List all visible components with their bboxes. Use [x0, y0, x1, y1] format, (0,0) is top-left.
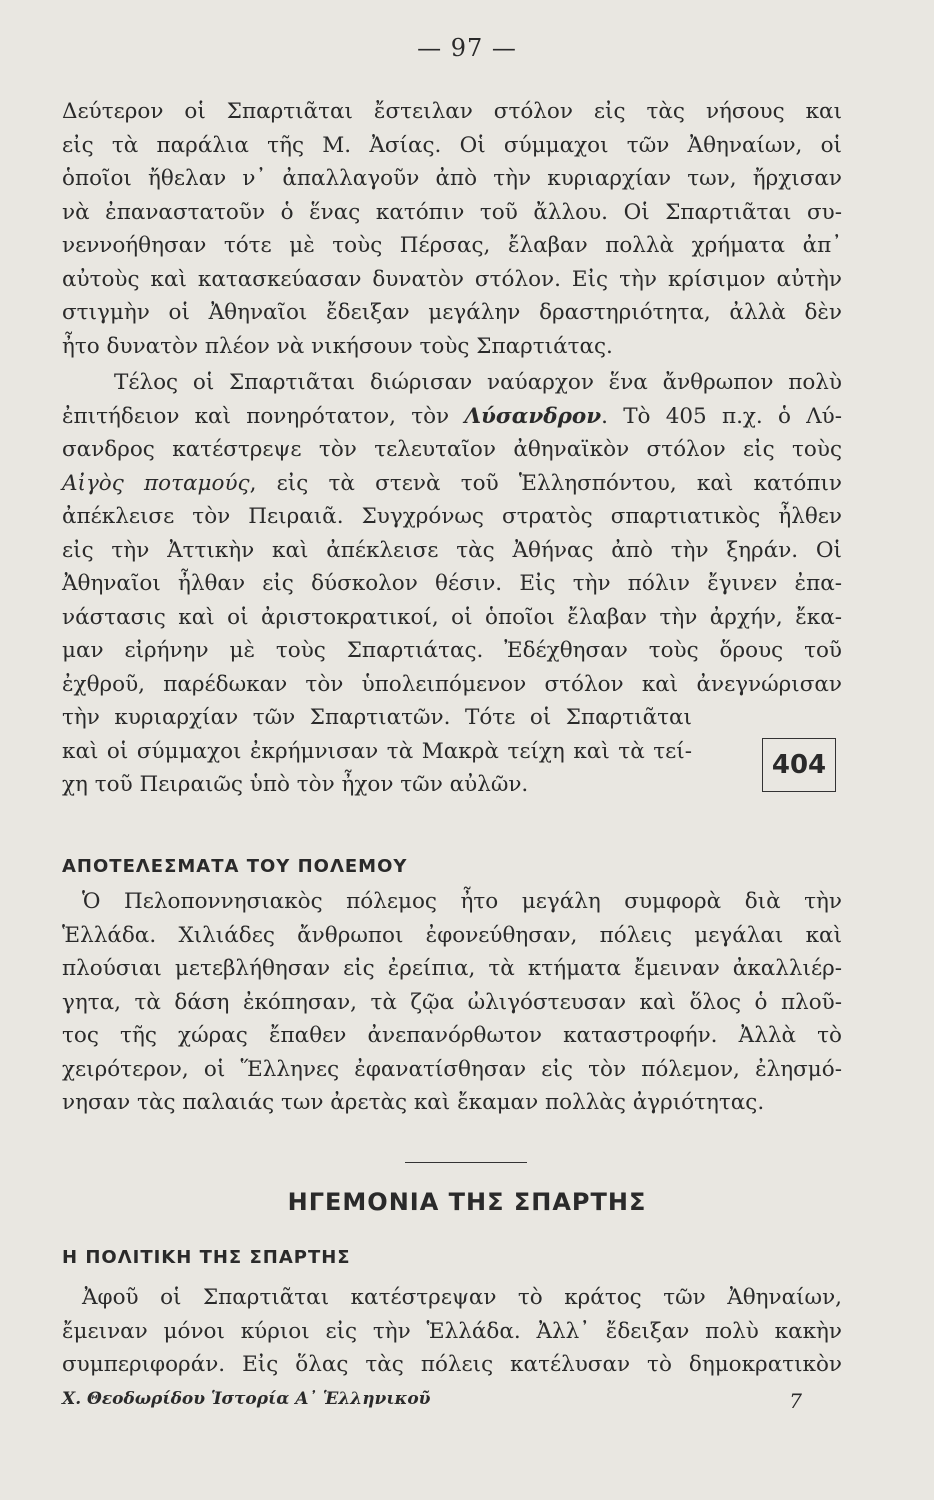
paragraph-3 — [62, 885, 842, 1120]
text-line: ὁποῖοι ἤθελαν ν᾽ ἀπαλλαγοῦν ἀπὸ τὴν κυριαρχίαν των, ἤρχισαν — [62, 166, 842, 191]
text-line: σανδρος κατέστρεψε τὸν τελευταῖον ἀθηναϊκὸν στόλον εἰς τοὺς — [62, 437, 842, 462]
italic-place-name: Αἰγὸς ποταμούς — [62, 470, 250, 496]
text-line: Δεύτερον οἱ Σπαρτιᾶται ἔστειλαν στόλον εἰς τὰς νήσους και — [62, 99, 842, 124]
text-line: πλούσιαι μετεβλήθησαν εἰς ἐρείπια, τὰ κτήματα ἔμειναν ἀκαλλιέρ- — [62, 956, 842, 981]
text-line: μαν εἰρήνην μὲ τοὺς Σπαρτιάτας. Ἐδέχθησαν τοὺς ὅρους τοῦ — [62, 638, 842, 663]
emphasized-name: Λύσανδρον — [464, 403, 602, 429]
divider-rule — [405, 1162, 527, 1163]
page-footer — [62, 1389, 832, 1413]
text-line: καὶ οἱ σύμμαχοι ἐκρήμνισαν τὰ Μακρὰ τείχη καὶ τὰ τεί- — [62, 738, 692, 764]
text-line: ἔμειναν μόνοι κύριοι εἰς τὴν Ἑλλάδα. Ἀλλ᾽ ἔδειξαν πολὺ κακὴν — [62, 1318, 842, 1344]
text-line: αὐτοὺς καὶ κατασκεύασαν δυνατὸν στόλον. Εἰς τὴν κρίσιμον αὐτὴν — [62, 266, 842, 292]
paragraph-4 — [62, 1281, 842, 1382]
footer-sheet-number: 7 — [789, 1389, 802, 1413]
text-line: ἐχθροῦ, παρέδωκαν τὸν ὑπολειπόμενον στόλον καὶ ἀνεγνώρισαν — [62, 671, 842, 697]
text-line: τὴν κυριαρχίαν τῶν Σπαρτιατῶν. Τότε οἱ Σπαρτιᾶται — [62, 705, 692, 730]
date-marginal-box: 404 — [762, 738, 836, 792]
text-line: νεννοήθησαν τότε μὲ τοὺς Πέρσας, ἔλαβαν πολλὰ χρήματα ἀπ᾽ — [62, 233, 842, 258]
text-line: Ἑλλάδα. Χιλιάδες ἄνθρωποι ἐφονεύθησαν, πόλεις μεγάλαι καὶ — [62, 922, 842, 948]
text-line — [62, 467, 842, 501]
text-line: Τέλος οἱ Σπαρτιᾶται διώρισαν ναύαρχον ἕνα ἄνθρωπον πολὺ — [114, 370, 842, 395]
text-line: εἰς τὴν Ἀττικὴν καὶ ἀπέκλεισε τὰς Ἀθήνας ἀπὸ τὴν ξηράν. Οἱ — [62, 537, 842, 563]
paragraph-2 — [62, 366, 842, 802]
text-span: , εἰς τὰ στενὰ τοῦ Ἑλλησπόντου, καὶ κατόπιν — [249, 470, 842, 496]
text-line: ἀπέκλεισε τὸν Πειραιᾶ. Συγχρόνως στρατὸς σπαρτιατικὸς ἦλθεν — [62, 504, 842, 529]
text-line: Ἀφοῦ οἱ Σπαρτιᾶται κατέστρεψαν τὸ κράτος τῶν Ἀθηναίων, — [82, 1285, 842, 1310]
footer-book-title: Χ. Θεοδωρίδου Ἱστορία Α᾽ Ἑλληνικοῦ — [62, 1389, 431, 1409]
text-line: νάστασις καὶ οἱ ἀριστοκρατικοί, οἱ ὁποῖοι ἔλαβαν τὴν ἀρχήν, ἔκα- — [62, 604, 842, 630]
text-line: νησαν τὰς παλαιάς των ἀρετὰς καὶ ἔκαμαν πολλὰς ἀγριότητας. — [62, 1090, 765, 1115]
text-line: τος τῆς χώρας ἔπαθεν ἀνεπανόρθωτον καταστροφήν. Ἀλλὰ τὸ — [62, 1023, 842, 1048]
text-line: γητα, τὰ δάση ἐκόπησαν, τὰ ζῷα ὠλιγόστευσαν καὶ ὅλος ὁ πλοῦ- — [62, 989, 842, 1015]
paragraph-1 — [62, 95, 842, 363]
text-span: . Τὸ 405 π.χ. ὁ Λύ- — [601, 403, 843, 429]
text-line: συμπεριφοράν. Εἰς ὅλας τὰς πόλεις κατέλυσαν τὸ δημοκρατικὸν — [62, 1352, 842, 1377]
text-line: Ὁ Πελοποννησιακὸς πόλεμος ἦτο μεγάλη συμφορὰ διὰ τὴν — [82, 889, 842, 914]
text-line: Ἀθηναῖοι ἦλθαν εἰς δύσκολον θέσιν. Εἰς τὴν πόλιν ἔγινεν ἐπα- — [62, 571, 842, 596]
text-line: νὰ ἐπαναστατοῦν ὁ ἕνας κατόπιν τοῦ ἄλλου. Οἱ Σπαρτιᾶται συ- — [62, 199, 842, 225]
section-heading-policy: Η ΠΟΛΙΤΙΚΗ ΤΗΣ ΣΠΑΡΤΗΣ — [62, 1247, 351, 1268]
text-line: στιγμὴν οἱ Ἀθηναῖοι ἔδειξαν μεγάλην δραστηριότητα, ἀλλὰ δὲν — [62, 300, 842, 325]
text-line: εἰς τὰ παράλια τῆς Μ. Ἀσίας. Οἱ σύμμαχοι τῶν Ἀθηναίων, οἱ — [62, 132, 842, 158]
text-span: ἐπιτήδειον καὶ πονηρότατον, τὸν — [62, 403, 465, 429]
section-heading-results: ΑΠΟΤΕΛΕΣΜΑΤΑ ΤΟΥ ΠΟΛΕΜΟΥ — [62, 856, 408, 877]
text-line: ἦτο δυνατὸν πλέον νὰ νικήσουν τοὺς Σπαρτιάτας. — [62, 333, 613, 359]
text-line: χη τοῦ Πειραιῶς ὑπὸ τὸν ἦχον τῶν αὐλῶν. — [62, 772, 529, 797]
page-number: — 97 — — [417, 34, 517, 62]
chapter-heading-hegemony: ΗΓΕΜΟΝΙΑ ΤΗΣ ΣΠΑΡΤΗΣ — [287, 1188, 647, 1216]
text-line: χειρότερον, οἱ Ἕλληνες ἐφανατίσθησαν εἰς τὸν πόλεμον, ἐλησμό- — [62, 1056, 842, 1082]
text-line — [62, 400, 842, 434]
